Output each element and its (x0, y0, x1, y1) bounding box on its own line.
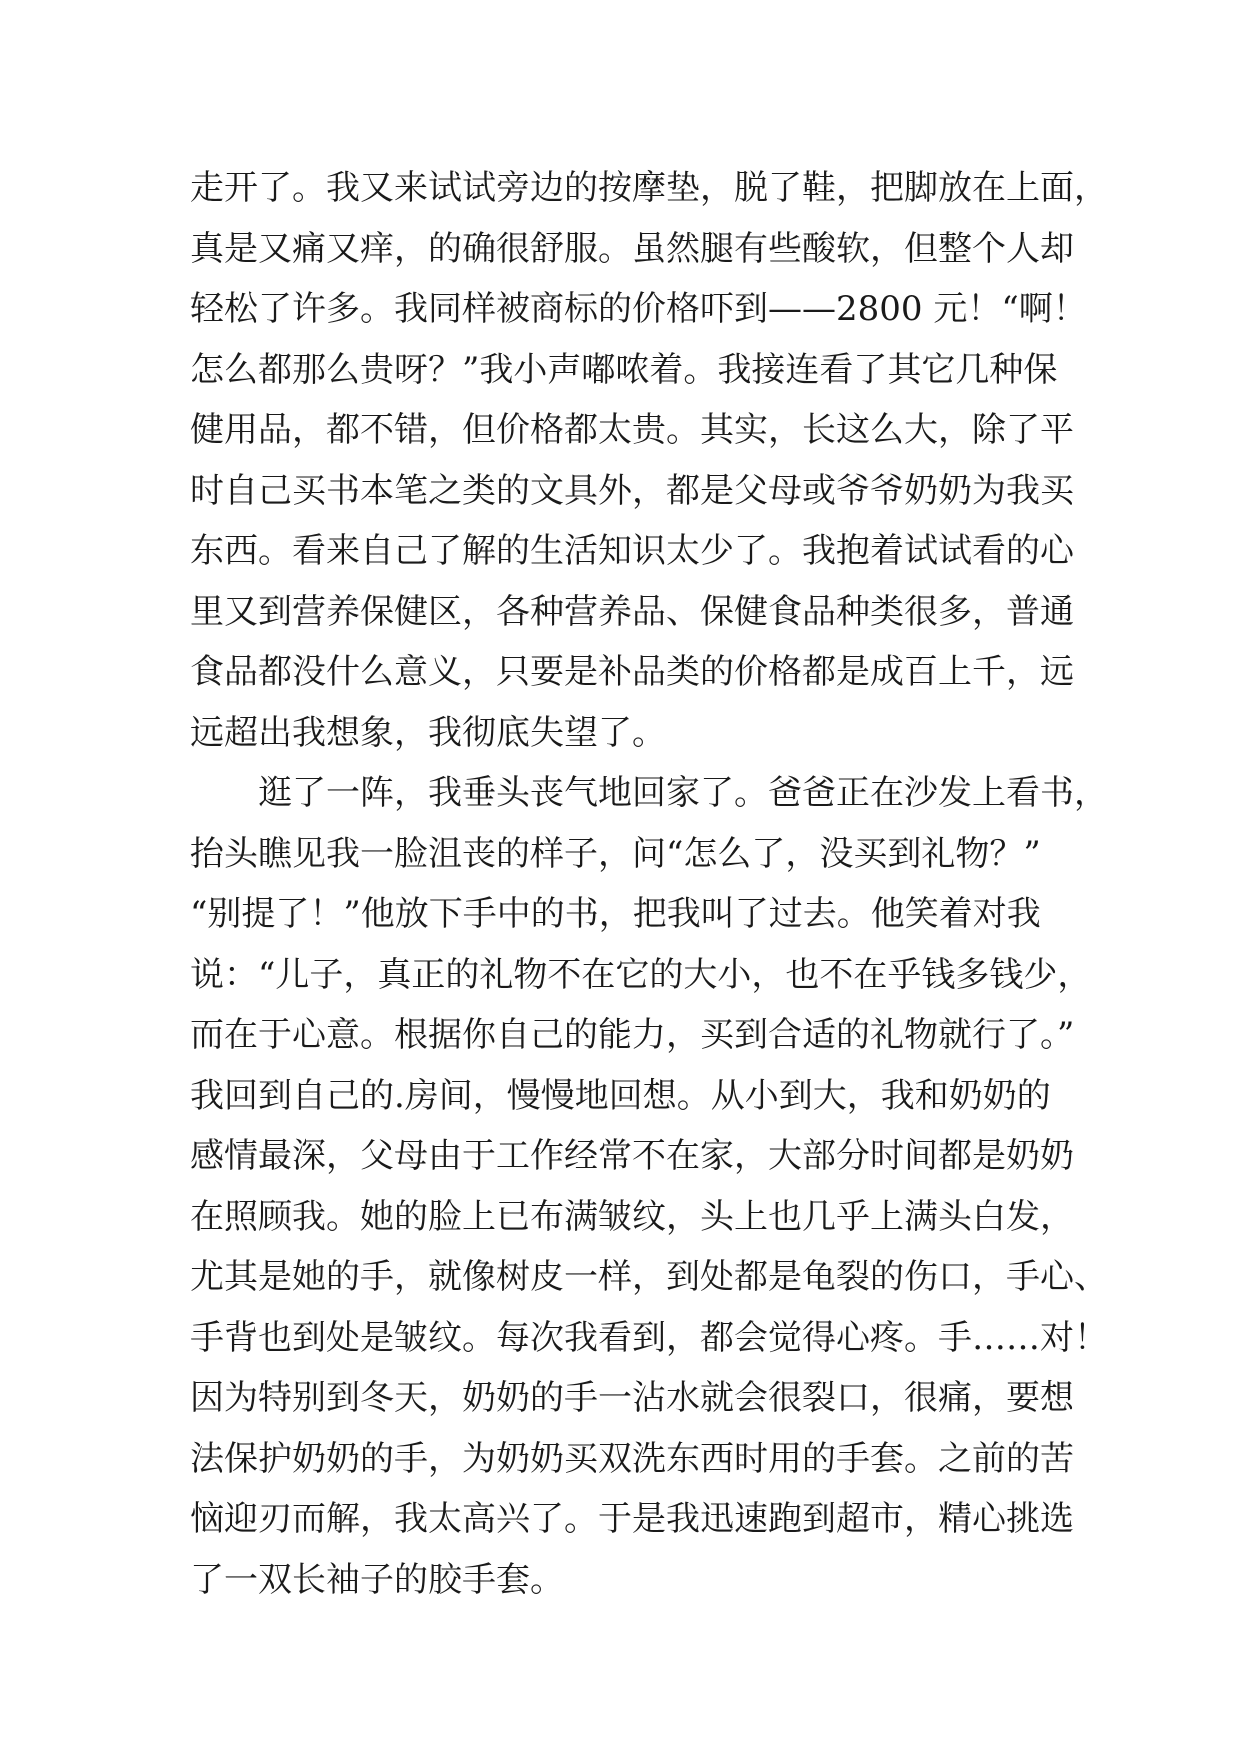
text-line: “别提了！”他放下手中的书，把我叫了过去。他笑着对我 (190, 894, 1041, 934)
text-line: 走开了。我又来试试旁边的按摩垫，脱了鞋，把脚放在上面， (190, 168, 1108, 208)
text-line: 时自己买书本笔之类的文具外，都是父母或爷爷奶奶为我买 (190, 470, 1074, 511)
text-line: 真是又痛又痒，的确很舒服。虽然腿有些酸软，但整个人却 (190, 228, 1074, 269)
text-line: 手背也到处是皱纹。每次我看到，都会觉得心疼。手……对！ (190, 1317, 1108, 1358)
text-line: 抬头瞧见我一脸沮丧的样子，问“怎么了，没买到礼物？” (190, 833, 1041, 874)
text-line: 而在于心意。根据你自己的能力，买到合适的礼物就行了。” (190, 1015, 1075, 1055)
text-line: 法保护奶奶的手，为奶奶买双洗东西时用的手套。之前的苦 (190, 1438, 1074, 1479)
text-line: 里又到营养保健区，各种营养品、保健食品种类很多，普通 (190, 591, 1074, 632)
text-line-indented: 逛了一阵，我垂头丧气地回家了。爸爸正在沙发上看书， (258, 773, 1108, 813)
text-line: 说：“儿子，真正的礼物不在它的大小，也不在乎钱多钱少， (190, 954, 1092, 995)
paragraph-2 (190, 763, 1108, 1610)
text-line: 健用品，都不错，但价格都太贵。其实，长这么大，除了平 (190, 410, 1074, 450)
text-line: 因为特别到冬天，奶奶的手一沾水就会很裂口，很痛，要想 (190, 1378, 1074, 1418)
text-line: 轻松了许多。我同样被商标的价格吓到——2800 元！“啊！ (190, 289, 1087, 329)
text-line: 食品都没什么意义，只要是补品类的价格都是成百上千，远 (190, 652, 1074, 692)
text-line: 远超出我想象，我彻底失望了。 (190, 712, 666, 753)
paragraph-1 (190, 158, 1108, 763)
text-line: 感情最深，父母由于工作经常不在家，大部分时间都是奶奶 (190, 1136, 1074, 1176)
text-line: 在照顾我。她的脸上已布满皱纹，头上也几乎上满头白发， (190, 1196, 1074, 1237)
text-line: 怎么都那么贵呀？”我小声嘟哝着。我接连看了其它几种保 (190, 349, 1058, 390)
body-text (190, 158, 1108, 1610)
text-line: 我回到自己的.房间，慢慢地回想。从小到大，我和奶奶的 (190, 1075, 1051, 1116)
text-line: 恼迎刃而解，我太高兴了。于是我迅速跑到超市，精心挑选 (190, 1499, 1074, 1539)
text-line: 东西。看来自己了解的生活知识太少了。我抱着试试看的心 (190, 531, 1074, 571)
text-line: 尤其是她的手，就像树皮一样，到处都是龟裂的伤口，手心、 (190, 1257, 1108, 1297)
text-line: 了一双长袖子的胶手套。 (190, 1559, 564, 1600)
